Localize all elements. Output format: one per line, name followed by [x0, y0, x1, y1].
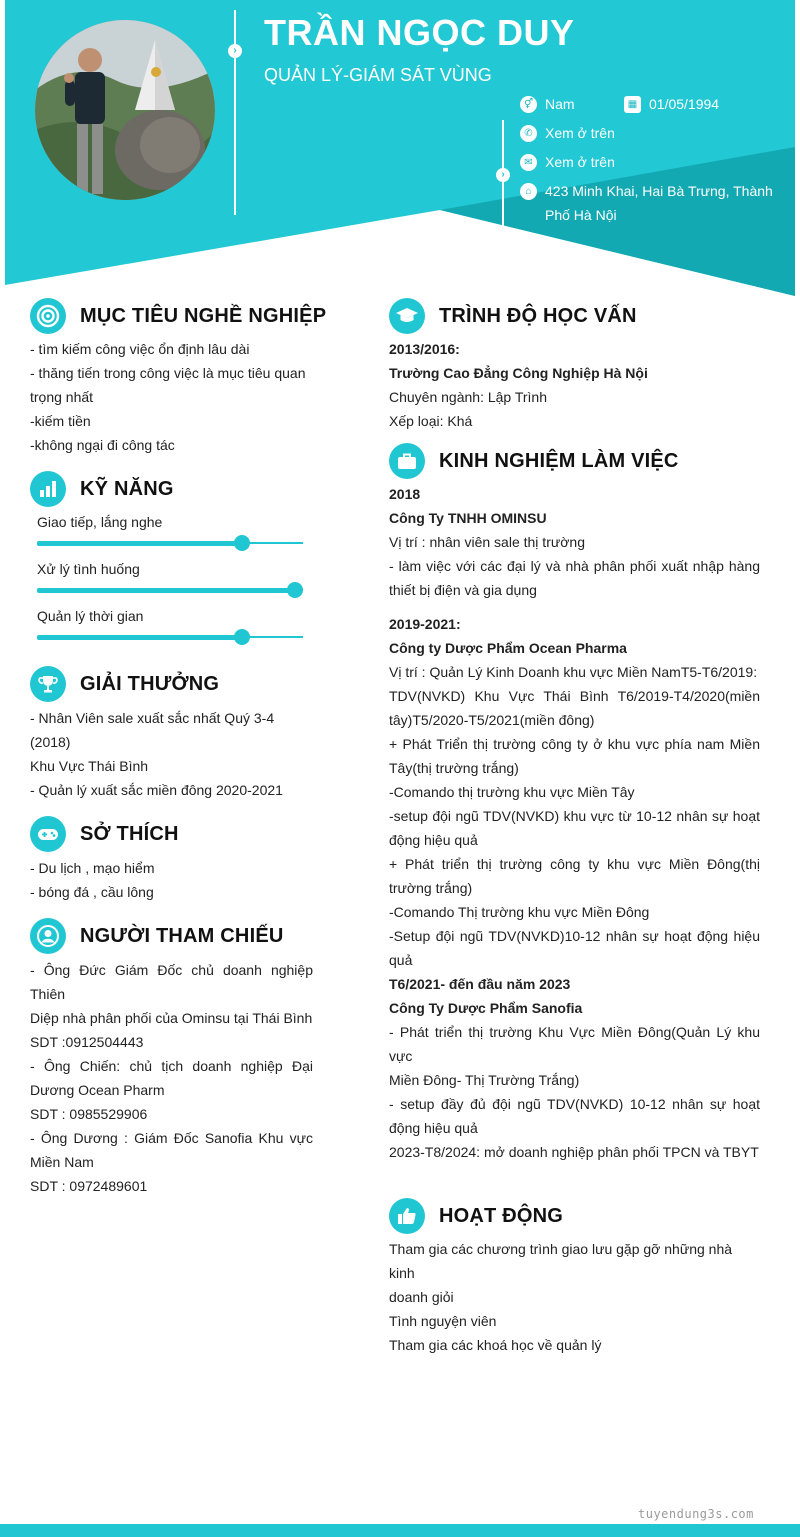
job-company: Công Ty TNHH OMINSU — [389, 510, 547, 526]
references-text — [30, 958, 313, 1198]
reference-line: Miền Nam — [30, 1154, 94, 1170]
job-company: Công ty Dược Phẩm Ocean Pharma — [389, 640, 627, 656]
section-title: MỤC TIÊU NGHỀ NGHIỆP — [80, 304, 327, 327]
watermark: tuyendung3s.com — [638, 1507, 754, 1521]
job-line: động hiệu quả — [389, 1120, 478, 1136]
section-experience-header — [389, 443, 679, 479]
skill-label: Giao tiếp, lắng nghe — [37, 514, 163, 530]
hobbies-text — [30, 856, 313, 904]
education-text — [389, 337, 760, 433]
user-icon — [30, 918, 66, 954]
award-line: - Quản lý xuất sắc miền đông 2020-2021 — [30, 782, 283, 798]
graduation-cap-icon — [389, 298, 425, 334]
job-line: + Phát triển thị trường công ty khu vực Miền Đông(thị — [389, 856, 760, 872]
section-title: KỸ NĂNG — [80, 477, 174, 500]
gender-value: Nam — [545, 96, 575, 112]
reference-line: - Ông Đức Giám Đốc chủ doanh nghiệp Thiên — [30, 962, 313, 1002]
thumbs-up-icon — [389, 1198, 425, 1234]
address-line-2: Phố Hà Nội — [545, 207, 617, 223]
footer-bar — [0, 1524, 800, 1537]
section-title: TRÌNH ĐỘ HỌC VẤN — [439, 304, 637, 327]
job-line: Tây(thị trường trắng) — [389, 760, 519, 776]
skill-bar — [37, 589, 303, 591]
gender-icon: ⚥ — [520, 96, 537, 113]
job-company: Công Ty Dược Phẩm Sanofia — [389, 1000, 583, 1016]
job-line: -Comando thị trường khu vực Miền Tây — [389, 784, 635, 800]
job-title: QUẢN LÝ-GIÁM SÁT VÙNG — [264, 65, 492, 85]
section-title: SỞ THÍCH — [80, 822, 179, 845]
skill-bar-fill — [37, 635, 242, 640]
job-line: thiết bị điện và gia dụng — [389, 582, 537, 598]
experience-job — [389, 612, 760, 972]
awards-text — [30, 706, 313, 802]
job-line: Vị trí : Quản Lý Kinh Doanh khu vực Miền NamT5-T6/2019: — [389, 664, 758, 680]
section-awards-header — [30, 666, 219, 702]
skill-label: Quản lý thời gian — [37, 608, 144, 624]
award-line: Khu Vực Thái Bình — [30, 758, 149, 774]
activity-line: doanh giỏi — [389, 1289, 454, 1305]
job-period: 2019-2021: — [389, 616, 461, 632]
education-period: 2013/2016: — [389, 341, 460, 357]
objective-line: - tìm kiếm công việc ổn định lâu dài — [30, 341, 250, 357]
education-major: Chuyên ngành: Lập Trình — [389, 389, 548, 405]
job-line: -Setup đội ngũ TDV(NVKD)10-12 nhân sự hoạt động hiệu — [389, 928, 760, 944]
reference-line: SDT :0912504443 — [30, 1034, 144, 1050]
job-period: T6/2021- đến đầu năm 2023 — [389, 976, 571, 992]
experience-job — [389, 972, 760, 1164]
job-line: -Comando Thị trường khu vực Miền Đông — [389, 904, 650, 920]
hobby-line: - Du lịch , mạo hiểm — [30, 860, 155, 876]
section-objective-header — [30, 298, 326, 334]
reference-line: Dương Ocean Pharm — [30, 1082, 165, 1098]
gamepad-icon — [30, 816, 66, 852]
award-line: - Nhân Viên sale xuất sắc nhất Quý 3-4 (2018) — [30, 710, 275, 750]
job-line: + Phát Triển thị trường công ty ở khu vực phía nam Miền — [389, 736, 760, 752]
section-title: NGƯỜI THAM CHIẾU — [80, 924, 284, 947]
section-title: HOẠT ĐỘNG — [439, 1204, 564, 1227]
section-hobbies-header — [30, 816, 179, 852]
activity-line: Tình nguyện viên — [389, 1313, 497, 1329]
hobby-line: - bóng đá , cầu lông — [30, 884, 154, 900]
education-grade: Xếp loại: Khá — [389, 413, 473, 429]
reference-line: Diệp nhà phân phối của Ominsu tại Thái Bình — [30, 1010, 313, 1026]
activity-line: Tham gia các chương trình giao lưu gặp gỡ những nhà kinh — [389, 1241, 733, 1281]
target-icon — [30, 298, 66, 334]
job-line: - Phát triển thị trường Khu Vực Miền Đông(Quản Lý khu vực — [389, 1024, 760, 1064]
email-info — [520, 154, 615, 174]
skill-bar — [37, 542, 303, 544]
job-line: động hiệu quả — [389, 832, 478, 848]
job-line: trường trắng) — [389, 880, 473, 896]
chevron-right-icon: › — [228, 44, 242, 58]
reference-line: - Ông Chiến: chủ tịch doanh nghiệp Đại — [30, 1058, 313, 1074]
section-education-header — [389, 298, 637, 334]
experience-job — [389, 482, 760, 602]
candidate-name: TRẦN NGỌC DUY — [264, 12, 575, 53]
job-line: TDV(NVKD) Khu Vực Thái Bình T6/2019-T4/2020(miền — [389, 688, 760, 704]
skill-level-knob — [234, 629, 250, 645]
header-divider — [234, 10, 236, 215]
job-line: quả — [389, 952, 413, 968]
job-line: - làm việc với các đại lý và nhà phân phối xuất nhập hàng — [389, 558, 760, 574]
address-line-1: 423 Minh Khai, Hai Bà Trưng, Thành — [545, 183, 773, 199]
reference-line: - Ông Dương : Giám Đốc Sanofia Khu vực — [30, 1130, 313, 1146]
avatar — [35, 20, 215, 200]
skill-bar-fill — [37, 541, 242, 546]
cv-header — [0, 0, 800, 300]
chevron-right-icon: › — [496, 168, 510, 182]
objective-line: - thăng tiến trong công việc là mục tiêu quan — [30, 365, 306, 381]
phone-icon: ✆ — [520, 125, 537, 142]
section-skills-header — [30, 471, 174, 507]
calendar-icon: ▦ — [624, 96, 641, 113]
skill-label: Xử lý tình huống — [37, 561, 140, 577]
email-value: Xem ở trên — [545, 154, 615, 170]
job-line: 2023-T8/2024: mở doanh nghiệp phân phối TPCN và TBYT — [389, 1144, 759, 1160]
activity-line: Tham gia các khoá học về quản lý — [389, 1337, 602, 1353]
job-line: Miền Đông- Thị Trường Trắng) — [389, 1072, 580, 1088]
objective-text — [30, 337, 313, 457]
phone-value: Xem ở trên — [545, 125, 615, 141]
trophy-icon — [30, 666, 66, 702]
job-line: - setup đầy đủ đội ngũ TDV(NVKD) 10-12 nhân sự hoạt — [389, 1096, 760, 1112]
skill-level-knob — [234, 535, 250, 551]
section-title: KINH NGHIỆM LÀM VIỆC — [439, 449, 679, 472]
education-school: Trường Cao Đẳng Công Nghiệp Hà Nội — [389, 365, 648, 381]
objective-line: trọng nhất — [30, 389, 94, 405]
home-icon: ⌂ — [520, 183, 537, 200]
objective-line: -không ngại đi công tác — [30, 437, 175, 453]
reference-line: SDT : 0985529906 — [30, 1106, 148, 1122]
activities-text — [389, 1237, 760, 1357]
section-references-header — [30, 918, 284, 954]
job-period: 2018 — [389, 486, 421, 502]
job-line: -setup đội ngũ TDV(NVKD) khu vực từ 10-12 nhân sự hoạt — [389, 808, 760, 824]
skill-level-knob — [287, 582, 303, 598]
job-line: Vị trí : nhân viên sale thị trường — [389, 534, 585, 550]
section-title: GIẢI THƯỞNG — [80, 672, 220, 695]
email-icon: ✉ — [520, 154, 537, 171]
objective-line: -kiếm tiền — [30, 413, 91, 429]
phone-info — [520, 125, 615, 145]
skill-bar-fill — [37, 588, 295, 593]
bar-chart-icon — [30, 471, 66, 507]
briefcase-icon — [389, 443, 425, 479]
address-info — [520, 183, 773, 227]
birthday-info — [624, 96, 719, 116]
reference-line: SDT : 0972489601 — [30, 1178, 148, 1194]
skill-bar — [37, 636, 303, 638]
section-activities-header — [389, 1198, 563, 1234]
gender-info — [520, 96, 575, 116]
birthday-value: 01/05/1994 — [649, 96, 720, 112]
job-line: tây)T5/2020-T5/2021(miền đông) — [389, 712, 595, 728]
